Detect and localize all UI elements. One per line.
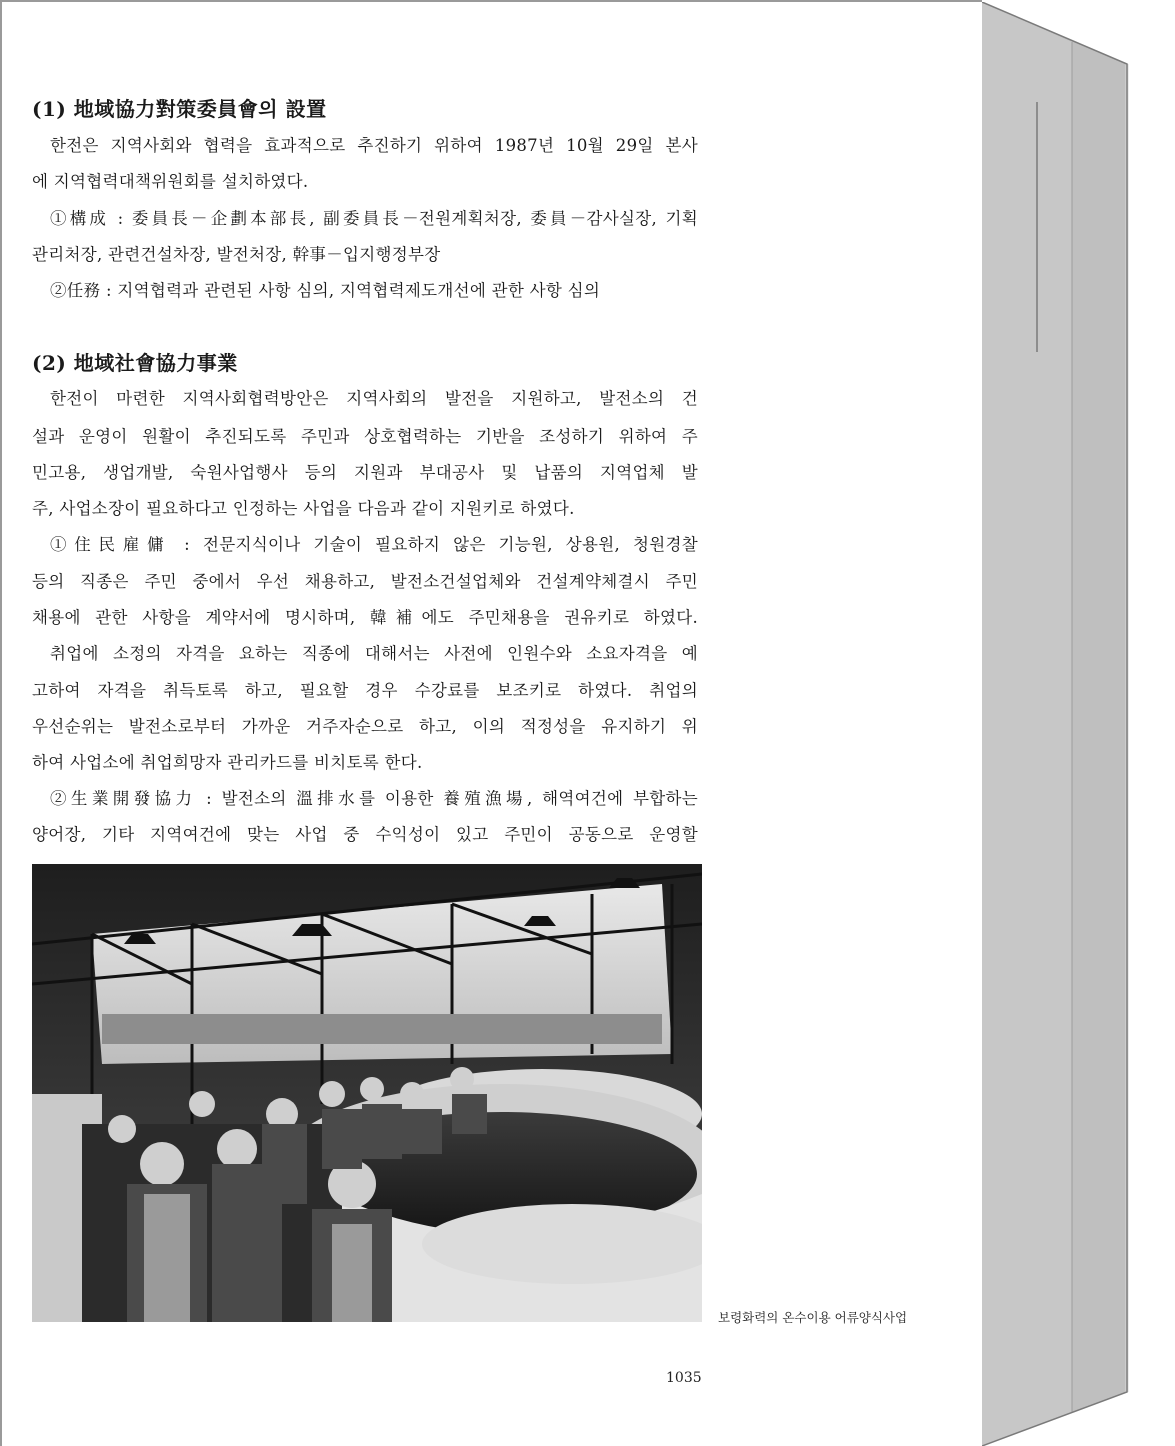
section-2-line-3: 민고용, 생업개발, 숙원사업행사 등의 지원과 부대공사 및 납품의 지역업체 발 xyxy=(32,463,698,482)
section-1-line-5: ②任務 : 지역협력과 관련된 사항 심의, 지역협력제도개선에 관한 사항 심의 xyxy=(50,281,601,300)
section-1-line-3: ①構成 : 委員長－企劃本部長, 副委員長－전원계획처장, 委員－감사실장, 기획 xyxy=(50,209,698,228)
fish-farm-photo xyxy=(32,864,702,1322)
section-1-heading: (1) 地域協力對策委員會의 設置 xyxy=(32,97,327,121)
section-2-line-12: ②生業開發協力 : 발전소의 溫排水를 이용한 養殖漁場, 해역여건에 부합하는 xyxy=(50,789,698,808)
page-stack-edge xyxy=(982,2,1175,1446)
section-2-line-6: 등의 직종은 주민 중에서 우선 채용하고, 발전소건설업체와 건설계약체결시 주민 xyxy=(32,572,698,591)
section-2-heading: (2) 地域社會協力事業 xyxy=(32,351,238,375)
section-2-line-10: 우선순위는 발전소로부터 가까운 거주자순으로 하고, 이의 적정성을 유지하기 위 xyxy=(32,717,698,736)
section-2-line-5: ①住民雇傭 : 전문지식이나 기술이 필요하지 않은 기능원, 상용원, 청원경찰 xyxy=(50,535,698,554)
section-2-line-9: 고하여 자격을 취득토록 하고, 필요할 경우 수강료를 보조키로 하였다. 취업의 xyxy=(32,681,698,700)
page-number: 1035 xyxy=(666,1370,702,1386)
section-1-line-2: 에 지역협력대책위원회를 설치하였다. xyxy=(32,172,309,191)
section-2-line-2: 설과 운영이 원활이 추진되도록 주민과 상호협력하는 기반을 조성하기 위하여 주 xyxy=(32,427,698,446)
section-2-line-1: 한전이 마련한 지역사회협력방안은 지역사회의 발전을 지원하고, 발전소의 건 xyxy=(50,389,698,408)
section-2-line-8: 취업에 소정의 자격을 요하는 직종에 대해서는 사전에 인원수와 소요자격을 예 xyxy=(50,644,698,663)
section-1-line-1: 한전은 지역사회와 협력을 효과적으로 추진하기 위하여 1987년 10월 29일 본사 xyxy=(50,136,698,155)
section-2-line-11: 하여 사업소에 취업희망자 관리카드를 비치토록 한다. xyxy=(32,753,423,772)
section-2-line-13: 양어장, 기타 지역여건에 맞는 사업 중 수익성이 있고 주민이 공동으로 운영할 xyxy=(32,825,698,844)
photo-caption: 보령화력의 온수이용 어류양식사업 xyxy=(718,1310,908,1325)
section-2-line-4: 주, 사업소장이 필요하다고 인정하는 사업을 다음과 같이 지원키로 하였다. xyxy=(32,499,575,518)
section-2-line-7: 채용에 관한 사항을 계약서에 명시하며, 韓補에도 주민채용을 권유키로 하였다. xyxy=(32,608,698,627)
section-1-line-4: 관리처장, 관련건설차장, 발전처장, 幹事－입지행정부장 xyxy=(32,245,441,264)
